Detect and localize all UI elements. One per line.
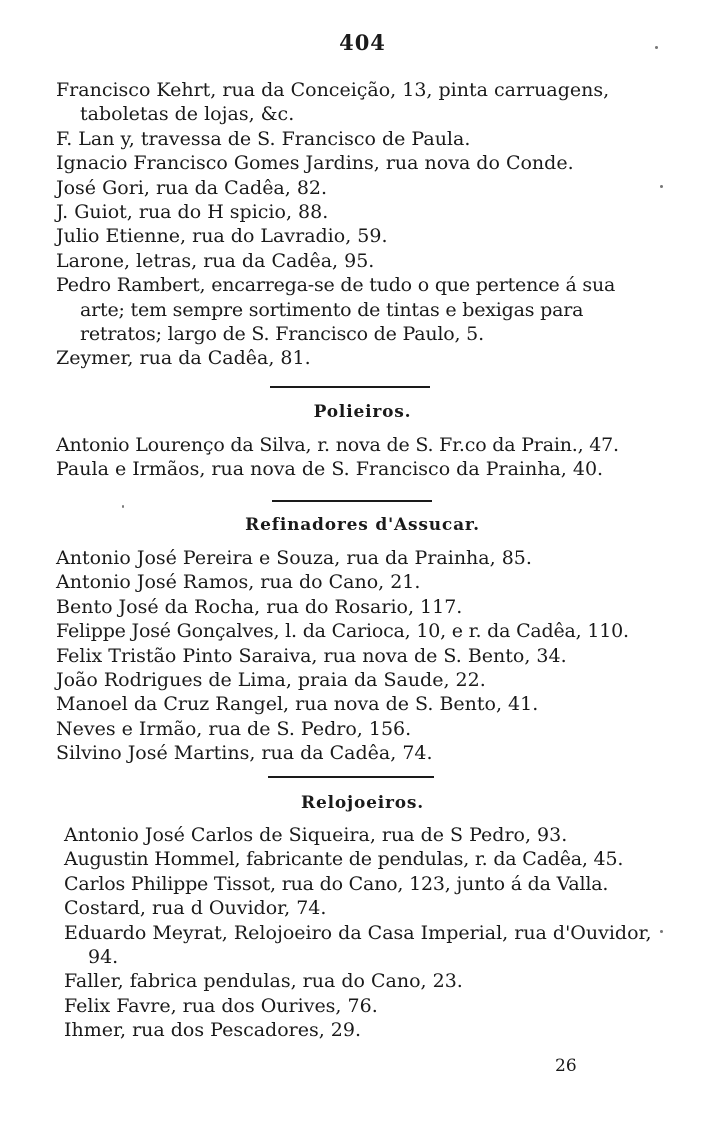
list-item: Zeymer, rua da Cadêa, 81. bbox=[56, 347, 311, 370]
list-item: Antonio José Carlos de Siqueira, rua de S Pedro, 93. bbox=[64, 824, 568, 846]
list-item: Julio Etienne, rua do Lavradio, 59. bbox=[56, 225, 388, 248]
page-number: 404 bbox=[339, 30, 386, 55]
print-speck bbox=[655, 46, 658, 49]
list-item: Antonio José Pereira e Souza, rua da Prainha, 85. bbox=[56, 547, 532, 569]
section-heading-polieiros: Polieiros. bbox=[313, 402, 412, 422]
list-item: Eduardo Meyrat, Relojoeiro da Casa Imperial, rua d'Ouvidor, 94. bbox=[64, 921, 652, 969]
list-item: Francisco Kehrt, rua da Conceição, 13, pinta carruagens, taboletas de lojas, &c. bbox=[56, 79, 610, 126]
list-item: Ihmer, rua dos Pescadores, 29. bbox=[64, 1019, 362, 1042]
intro-entry-list bbox=[56, 78, 652, 371]
list-item: Larone, letras, rua da Cadêa, 95. bbox=[56, 249, 375, 272]
polieiros-entry-list bbox=[56, 433, 652, 482]
relojoeiros-entry-list bbox=[64, 823, 654, 1043]
list-item: Felix Tristão Pinto Saraiva, rua nova de S. Bento, 34. bbox=[56, 644, 567, 667]
list-item: Faller, fabrica pendulas, rua do Cano, 23. bbox=[64, 970, 463, 993]
signature-mark: 26 bbox=[555, 1056, 577, 1076]
list-item: Costard, rua d Ouvidor, 74. bbox=[64, 897, 327, 920]
section-heading-relojoeiros: Relojoeiros. bbox=[301, 793, 424, 813]
list-item: Pedro Rambert, encarrega-se de tudo o que pertence á sua arte; tem sempre sortimento de tintas e bexigas para retratos; largo de S. Francisco de Paulo, 5. bbox=[56, 274, 616, 346]
list-item: Ignacio Francisco Gomes Jardins, rua nova do Conde. bbox=[56, 152, 574, 175]
list-item: Bento José da Rocha, rua do Rosario, 117. bbox=[56, 595, 463, 618]
list-item: João Rodrigues de Lima, praia da Saude, 22. bbox=[56, 669, 486, 692]
print-speck bbox=[660, 185, 663, 188]
print-speck bbox=[660, 930, 663, 933]
refinadores-entry-list bbox=[56, 546, 652, 766]
list-item: Felippe José Gonçalves, l. da Carioca, 10, e r. da Cadêa, 110. bbox=[56, 620, 629, 643]
list-item: Carlos Philippe Tissot, rua do Cano, 123, junto á da Valla. bbox=[64, 872, 609, 895]
list-item: Augustin Hommel, fabricante de pendulas, r. da Cadêa, 45. bbox=[64, 848, 624, 871]
section-divider bbox=[268, 776, 434, 778]
section-divider bbox=[270, 386, 430, 388]
list-item: Antonio José Ramos, rua do Cano, 21. bbox=[56, 571, 421, 594]
list-item: Antonio Lourenço da Silva, r. nova de S. Fr.co da Prain., 47. bbox=[56, 434, 619, 456]
list-item: Neves e Irmão, rua de S. Pedro, 156. bbox=[56, 717, 412, 740]
list-item: Manoel da Cruz Rangel, rua nova de S. Bento, 41. bbox=[56, 693, 539, 716]
list-item: José Gori, rua da Cadêa, 82. bbox=[56, 176, 328, 199]
list-item: Silvino José Martins, rua da Cadêa, 74. bbox=[56, 742, 433, 765]
print-speck bbox=[122, 505, 124, 508]
list-item: J. Guiot, rua do H spicio, 88. bbox=[56, 201, 329, 224]
list-item: Paula e Irmãos, rua nova de S. Francisco da Prainha, 40. bbox=[56, 458, 604, 481]
list-item: F. Lan y, travessa de S. Francisco de Paula. bbox=[56, 127, 471, 150]
section-heading-refinadores: Refinadores d'Assucar. bbox=[245, 515, 480, 535]
section-divider bbox=[272, 500, 432, 502]
list-item: Felix Favre, rua dos Ourives, 76. bbox=[64, 994, 378, 1017]
